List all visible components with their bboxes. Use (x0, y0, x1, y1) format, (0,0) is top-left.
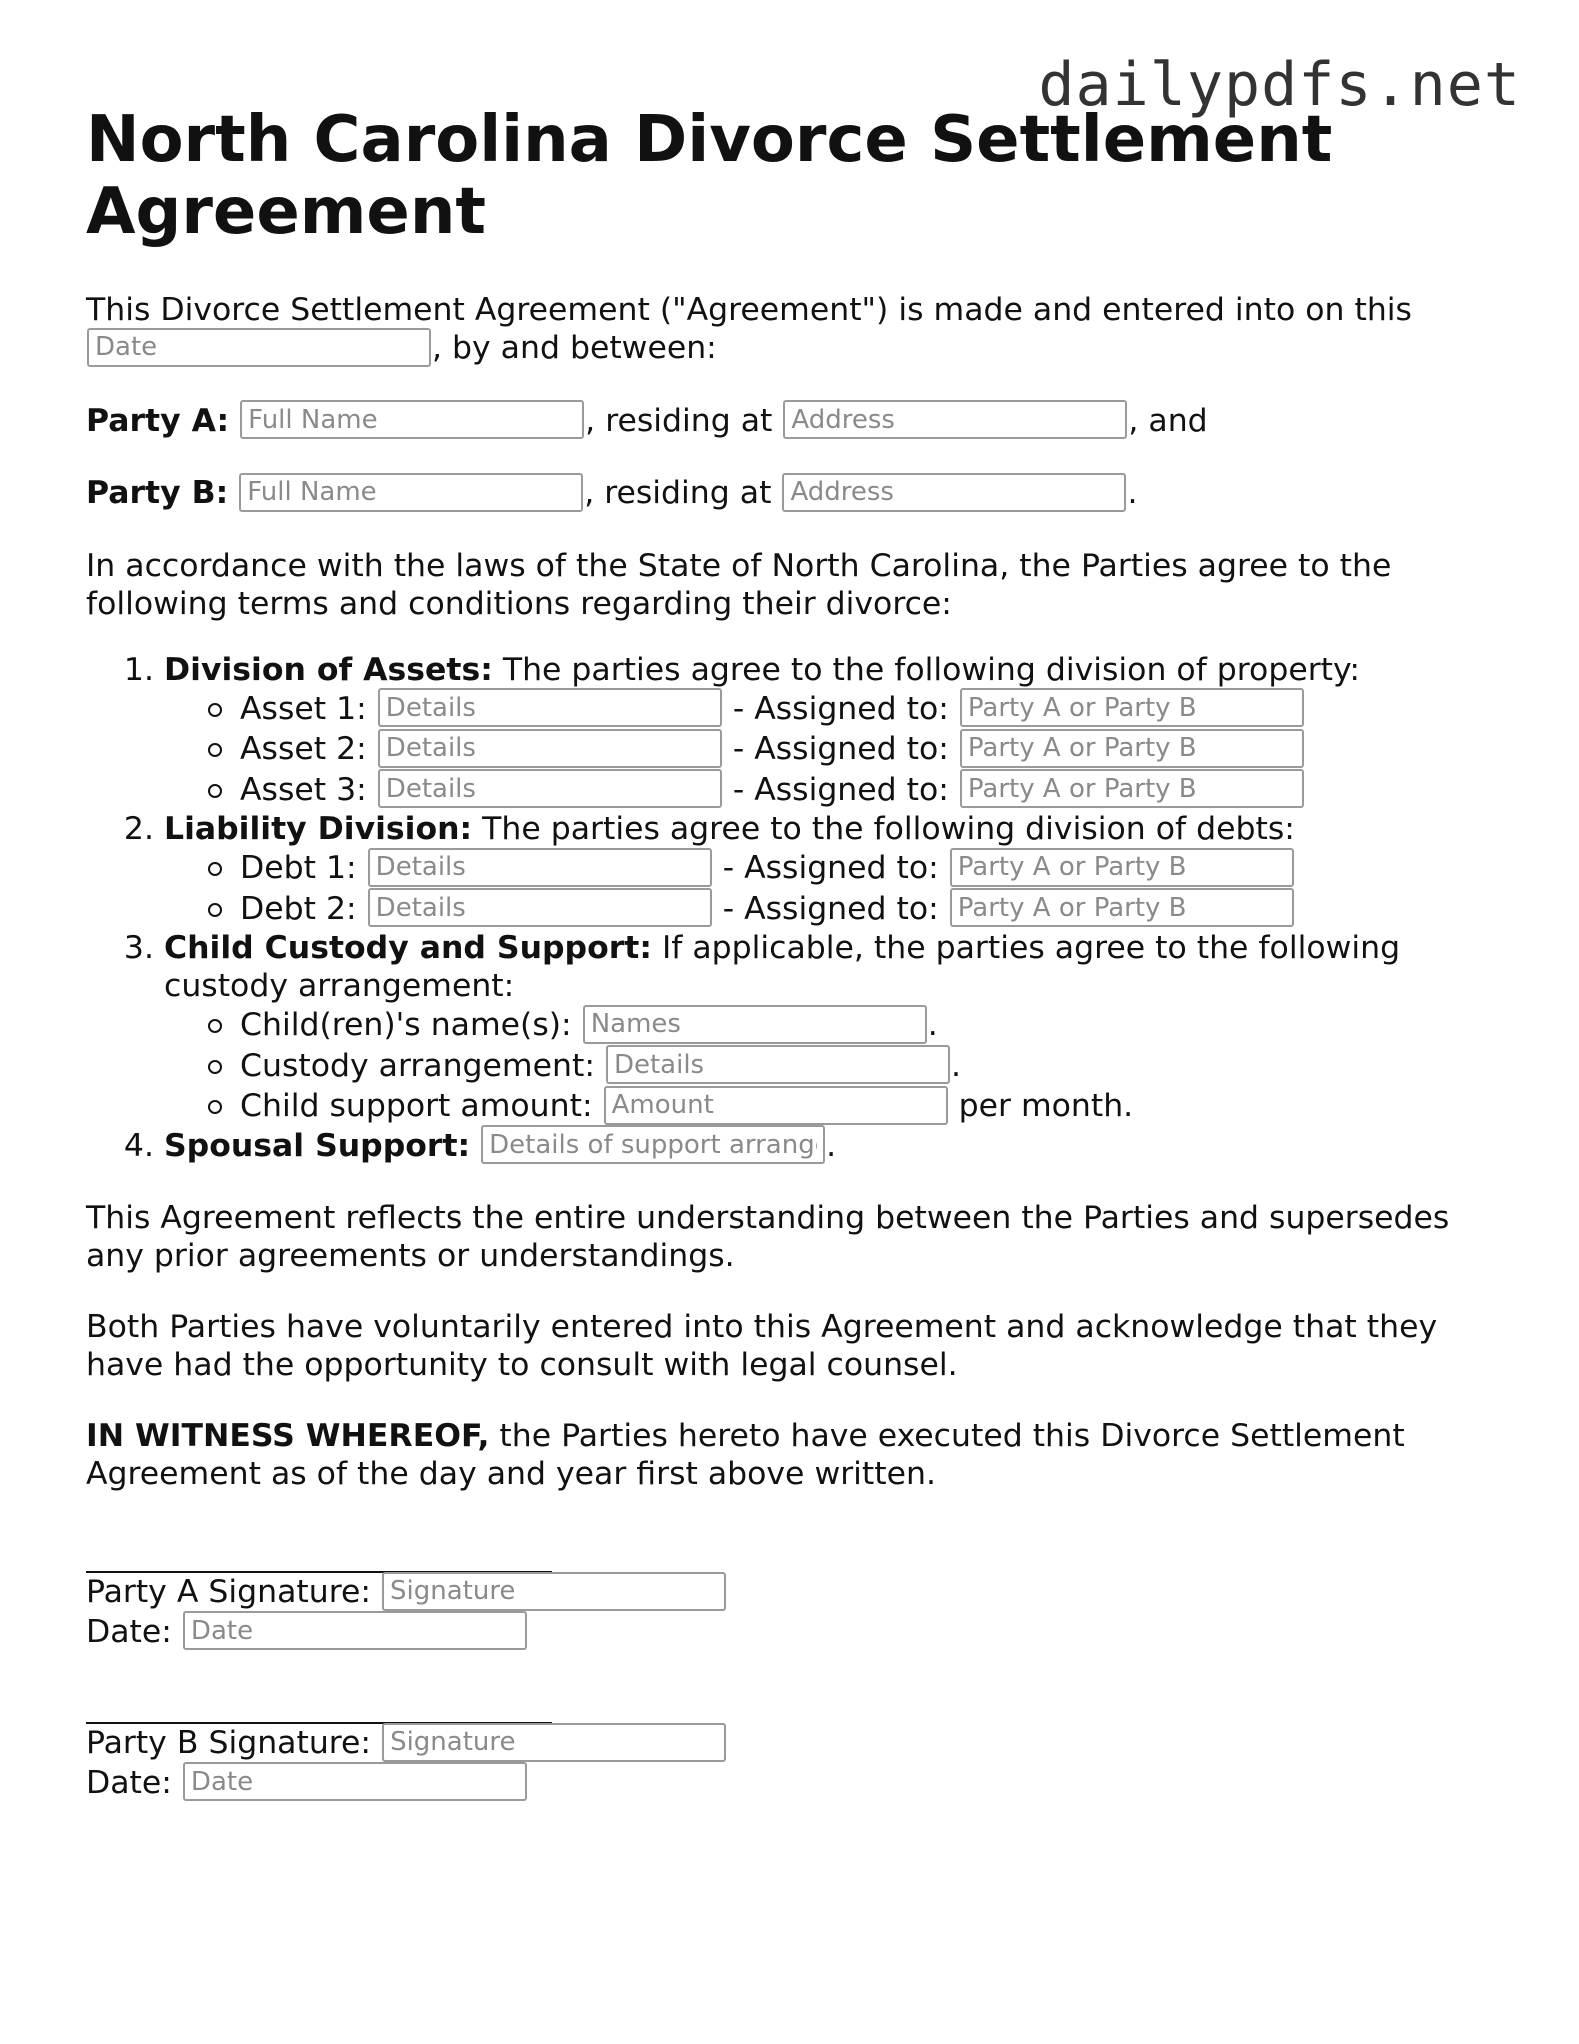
assigned-label: - Assigned to: (732, 771, 949, 808)
voluntary-paragraph: Both Parties have voluntarily entered into this Agreement and acknowledge that they have had the opportunity to consult with legal counsel. (86, 1309, 1438, 1383)
asset-1-details-input[interactable] (378, 688, 722, 727)
asset-3-details-input[interactable] (378, 769, 722, 808)
support-label: Child support amount: (240, 1088, 593, 1124)
witness-text: the Parties hereto have executed this Divorce Settlement Agreement as of the day and year first above written. (86, 1418, 1405, 1492)
preamble-paragraph: In accordance with the laws of the State of North Carolina, the Parties agree to the following terms and conditions regarding their divorce: (86, 547, 1392, 622)
custody-item (240, 1046, 1506, 1087)
asset-1-assign-input[interactable] (960, 688, 1304, 727)
asset-item (240, 689, 1506, 730)
assets-text: The parties agree to the following division of property: (492, 651, 1360, 688)
assigned-label: - Assigned to: (722, 890, 939, 927)
custody-text: If applicable, the parties agree to the following custody arrangement: (164, 930, 1401, 1004)
party-a-signature-input[interactable] (382, 1572, 726, 1611)
party-b-label: Party B: (86, 475, 229, 511)
liability-text: The parties agree to the following division of debts: (472, 811, 1295, 847)
custody-heading: Child Custody and Support: (164, 930, 652, 966)
children-suffix: . (927, 1007, 938, 1043)
spousal-support-input[interactable] (481, 1125, 825, 1164)
asset-3-assign-input[interactable] (960, 769, 1304, 808)
party-a-signature-row (86, 1573, 1506, 1613)
assigned-label: - Assigned to: (732, 690, 949, 727)
term-spousal-support (164, 1127, 1506, 1167)
party-a-line (86, 402, 1506, 442)
intro-paragraph (86, 291, 1506, 369)
support-suffix: per month. (948, 1088, 1134, 1124)
party-b-suffix: . (1127, 475, 1138, 511)
debt-1-details-input[interactable] (368, 848, 712, 887)
asset-label: Asset 3: (240, 771, 367, 808)
assets-heading: Division of Assets: (164, 651, 493, 688)
party-b-signature-block (86, 1704, 1506, 1803)
document (86, 104, 1506, 1803)
term-child-custody (164, 929, 1506, 1127)
children-label: Child(ren)'s name(s): (240, 1007, 572, 1043)
assigned-label: - Assigned to: (722, 850, 939, 886)
party-b-signature-input[interactable] (382, 1723, 726, 1762)
spousal-heading: Spousal Support: (164, 1127, 471, 1164)
custody-item (240, 1005, 1506, 1046)
debt-2-assign-input[interactable] (950, 888, 1294, 927)
asset-2-details-input[interactable] (378, 729, 722, 768)
signature-line (86, 1553, 552, 1573)
intro-suffix: , by and between: (432, 330, 717, 366)
debt-item (240, 848, 1506, 889)
party-a-residing: , residing at (585, 402, 773, 439)
witness-paragraph (86, 1417, 1506, 1493)
signature-line (86, 1704, 552, 1724)
party-a-name-input[interactable] (240, 400, 584, 439)
debt-label: Debt 1: (240, 850, 357, 886)
page-title: North Carolina Divorce Settlement Agreement (86, 103, 1333, 249)
party-a-suffix: , and (1128, 402, 1208, 439)
asset-item (240, 729, 1506, 770)
assigned-label: - Assigned to: (732, 731, 949, 767)
asset-label: Asset 2: (240, 731, 367, 767)
party-a-date-row (86, 1613, 1506, 1653)
party-a-address-input[interactable] (783, 400, 1127, 439)
arrangement-suffix: . (950, 1047, 961, 1084)
intro-text: This Divorce Settlement Agreement ("Agreement") is made and entered into on this (86, 292, 1412, 328)
asset-item (240, 770, 1506, 811)
asset-label: Asset 1: (240, 690, 367, 727)
party-b-address-input[interactable] (782, 473, 1126, 512)
party-b-date-row (86, 1764, 1506, 1804)
spousal-suffix: . (826, 1127, 837, 1164)
assets-list (164, 689, 1506, 811)
custody-list (164, 1005, 1506, 1127)
party-b-line (86, 474, 1506, 514)
party-b-name-input[interactable] (239, 473, 583, 512)
debts-list (164, 848, 1506, 929)
asset-2-assign-input[interactable] (960, 729, 1304, 768)
debt-label: Debt 2: (240, 890, 357, 927)
witness-bold: IN WITNESS WHEREOF, (86, 1418, 490, 1454)
party-b-signature-label: Party B Signature: (86, 1725, 372, 1761)
children-names-input[interactable] (583, 1005, 927, 1044)
custody-arrangement-input[interactable] (606, 1045, 950, 1084)
term-liability-division (164, 810, 1506, 929)
party-b-signature-row (86, 1724, 1506, 1764)
entire-agreement-paragraph: This Agreement reflects the entire understanding between the Parties and supersedes any prior agreements or understandings. (86, 1200, 1450, 1274)
party-a-date-input[interactable] (183, 1611, 527, 1650)
terms-list (86, 651, 1506, 1167)
party-a-label: Party A: (86, 402, 230, 439)
child-support-amount-input[interactable] (604, 1086, 948, 1125)
liability-heading: Liability Division: (164, 811, 473, 847)
debt-1-assign-input[interactable] (950, 848, 1294, 887)
term-division-of-assets (164, 651, 1506, 811)
party-a-signature-label: Party A Signature: (86, 1574, 371, 1610)
arrangement-label: Custody arrangement: (240, 1047, 595, 1084)
watermark: dailypdfs.net (1038, 50, 1521, 120)
party-b-residing: , residing at (584, 475, 772, 511)
party-a-signature-block (86, 1553, 1506, 1652)
debt-2-details-input[interactable] (368, 888, 712, 927)
party-b-date-input[interactable] (183, 1762, 527, 1801)
agreement-date-input[interactable] (87, 328, 431, 367)
debt-item (240, 889, 1506, 930)
custody-item (240, 1086, 1506, 1127)
party-b-date-label: Date: (86, 1764, 172, 1801)
party-a-date-label: Date: (86, 1613, 172, 1650)
